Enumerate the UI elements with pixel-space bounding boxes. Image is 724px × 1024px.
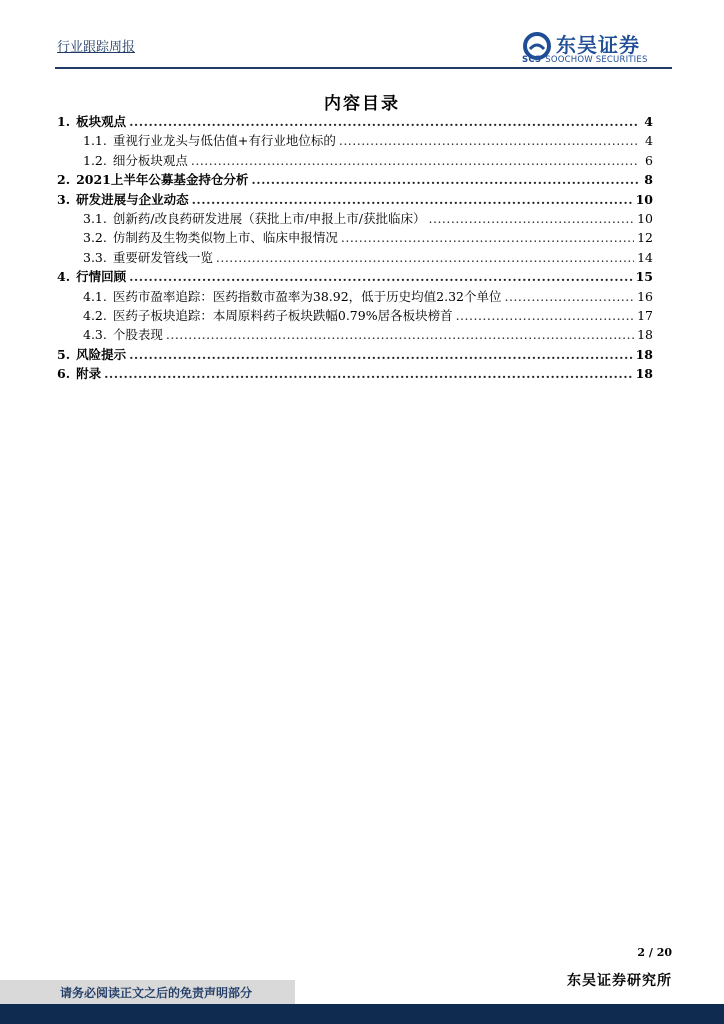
toc-dot-leader <box>129 347 633 362</box>
toc-entry-page: 6 <box>645 152 653 168</box>
toc-entry[interactable] <box>57 364 653 383</box>
toc-dot-leader <box>191 153 638 168</box>
toc-dot-leader <box>192 192 633 207</box>
toc-entry-number: 1. <box>57 114 71 129</box>
toc-dot-leader <box>166 327 634 342</box>
logo-english-name <box>522 55 648 65</box>
toc-entry-number: 1.2. <box>83 152 107 168</box>
toc-entry-title: 重要研发管线一览 <box>112 249 213 265</box>
toc-entry-title: 个股表现 <box>112 327 163 343</box>
toc-entry-page: 12 <box>637 230 653 246</box>
toc-entry-page: 4 <box>644 114 653 129</box>
company-logo <box>522 30 672 66</box>
toc-entry-title: 重视行业龙头与低估值+有行业地位标的 <box>112 133 336 149</box>
toc-entry-page: 18 <box>635 366 653 382</box>
toc-entry-page: 15 <box>635 269 653 285</box>
toc-entry-page: 18 <box>635 346 653 362</box>
toc-dot-leader <box>216 250 634 265</box>
toc-entry-number: 4.3. <box>83 327 107 343</box>
toc-entry-title: 医药市盈率追踪：医药指数市盈率为38.92，低于历史均值2.32个单位 <box>112 288 502 304</box>
toc-dot-leader <box>456 308 635 323</box>
toc-entry-page: 16 <box>637 288 653 304</box>
toc-entry-page: 10 <box>637 210 653 226</box>
toc-entry-page: 4 <box>645 133 653 149</box>
institute-name: 东吴证券研究所 <box>567 973 672 989</box>
header-rule <box>55 67 672 69</box>
toc-dot-leader <box>339 133 638 148</box>
toc-entry-page: 17 <box>637 307 653 323</box>
footer-band <box>0 1004 724 1024</box>
toc-entry[interactable] <box>57 170 653 189</box>
toc-entry-number: 1.1. <box>83 133 107 149</box>
toc-entry-title: 医药子板块追踪：本周原料药子板块跌幅0.79%居各板块榜首 <box>112 307 453 323</box>
logo-scs: SCS <box>522 55 542 65</box>
toc-entry-page: 10 <box>635 191 653 207</box>
toc-dot-leader <box>504 289 634 304</box>
toc-entry-number: 4. <box>57 269 71 285</box>
toc-entry-title: 细分板块观点 <box>112 152 188 168</box>
logo-chinese-name: 东吴证券 <box>556 33 640 57</box>
toc-entry-page: 18 <box>637 327 653 343</box>
toc-entry[interactable] <box>57 151 653 170</box>
toc-entry-number: 4.1. <box>83 288 107 304</box>
toc-dot-leader <box>129 114 638 129</box>
toc-entry-title: 行情回顾 <box>76 269 127 285</box>
toc-entry[interactable] <box>57 228 653 247</box>
toc-entry-title: 2021上半年公募基金持仓分析 <box>76 172 249 188</box>
page-number: 2 / 20 <box>637 946 672 959</box>
report-type-label: 行业跟踪周报 <box>57 40 136 55</box>
toc-entry-number: 6. <box>57 366 71 382</box>
toc-entry-number: 2. <box>57 172 71 188</box>
toc-entry-number: 3.3. <box>83 249 107 265</box>
toc-entry[interactable] <box>57 209 653 228</box>
toc-entry[interactable] <box>57 190 653 209</box>
logo-english-text: SOOCHOW SECURITIES <box>545 55 648 65</box>
toc-entry-number: 3.2. <box>83 230 107 246</box>
toc-entry-page: 14 <box>637 249 653 265</box>
toc-entry[interactable] <box>57 287 653 306</box>
toc-entry[interactable] <box>57 131 653 150</box>
toc-dot-leader <box>129 269 633 284</box>
toc-dot-leader <box>429 211 635 226</box>
toc-entry-number: 4.2. <box>83 307 107 323</box>
toc-entry-title: 研发进展与企业动态 <box>76 191 189 207</box>
toc-entry-title: 创新药/改良药研发进展（获批上市/申报上市/获批临床） <box>112 210 426 226</box>
toc-entry-page: 8 <box>644 172 653 188</box>
toc-entry-title: 风险提示 <box>76 346 127 362</box>
toc-entry-title: 板块观点 <box>76 114 127 129</box>
toc-dot-leader <box>251 172 638 187</box>
toc-entry-number: 3. <box>57 191 71 207</box>
toc-title: 内容目录 <box>324 94 400 114</box>
toc-entry-title: 附录 <box>76 366 102 382</box>
toc-entry[interactable] <box>57 325 653 344</box>
toc-entry[interactable] <box>57 248 653 267</box>
table-of-contents <box>57 112 653 383</box>
disclaimer-text: 请务必阅读正文之后的免责声明部分 <box>60 986 253 1000</box>
toc-entry-number: 3.1. <box>83 210 107 226</box>
toc-dot-leader <box>341 230 634 245</box>
toc-entry[interactable] <box>57 112 653 131</box>
toc-entry-number: 5. <box>57 346 71 362</box>
toc-dot-leader <box>104 366 633 381</box>
toc-entry[interactable] <box>57 345 653 364</box>
toc-entry[interactable] <box>57 267 653 286</box>
toc-entry[interactable] <box>57 306 653 325</box>
toc-entry-title: 仿制药及生物类似物上市、临床申报情况 <box>112 230 338 246</box>
